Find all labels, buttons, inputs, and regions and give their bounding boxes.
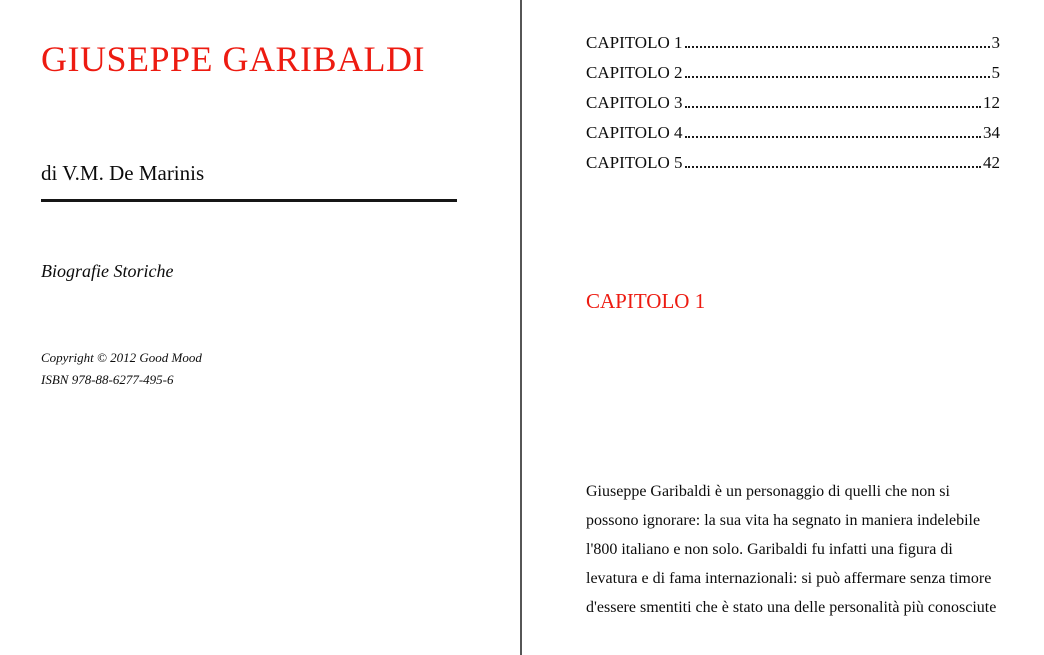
toc-dot-leader (685, 76, 990, 78)
toc-page-number[interactable]: 42 (983, 153, 1000, 172)
toc-page-number[interactable]: 5 (991, 63, 1000, 82)
toc-entry-label[interactable]: CAPITOLO 3 (586, 93, 683, 112)
isbn-line: ISBN 978-88-6277-495-6 (41, 372, 174, 387)
toc-page-number[interactable]: 34 (983, 123, 1000, 142)
toc-entry-label[interactable]: CAPITOLO 4 (586, 123, 683, 142)
book-series: Biografie Storiche (41, 261, 174, 281)
toc-dot-leader (685, 136, 982, 138)
toc-entry[interactable] (586, 88, 1000, 118)
chapter-body-text (586, 477, 1016, 622)
chapter-heading: CAPITOLO 1 (586, 289, 706, 313)
toc-page-number[interactable]: 3 (991, 33, 1000, 52)
body-text-line: l'800 italiano e non solo. Garibaldi fu infatti una figura di (586, 541, 953, 558)
page-right (522, 0, 1044, 655)
body-text-line: possono ignorare: la sua vita ha segnato in maniera indelebile (586, 512, 981, 529)
toc-entry-label[interactable]: CAPITOLO 2 (586, 63, 683, 82)
body-text-line: d'essere smentiti che è stato una delle personalità più conosciute (586, 599, 997, 616)
book-author: di V.M. De Marinis (41, 161, 205, 185)
toc-entry[interactable] (586, 118, 1000, 148)
toc-entry[interactable] (586, 58, 1000, 88)
copyright-line: Copyright © 2012 Good Mood (41, 350, 202, 365)
toc-page-number[interactable]: 12 (983, 93, 1000, 112)
body-text-line: levatura e di fama internazionali: si può affermare senza timore (586, 570, 992, 587)
toc-entry-label[interactable]: CAPITOLO 1 (586, 33, 683, 52)
toc-dot-leader (685, 166, 982, 168)
body-text-line: Giuseppe Garibaldi è un personaggio di quelli che non si (586, 483, 950, 500)
toc-entry-label[interactable]: CAPITOLO 5 (586, 153, 683, 172)
book-title: GIUSEPPE GARIBALDI (41, 39, 426, 79)
toc-dot-leader (685, 46, 990, 48)
toc-dot-leader (685, 106, 982, 108)
title-divider-rule (41, 199, 457, 202)
toc-entry[interactable] (586, 28, 1000, 58)
page-left (0, 0, 520, 655)
toc-entry[interactable] (586, 148, 1000, 178)
table-of-contents (586, 28, 1000, 178)
